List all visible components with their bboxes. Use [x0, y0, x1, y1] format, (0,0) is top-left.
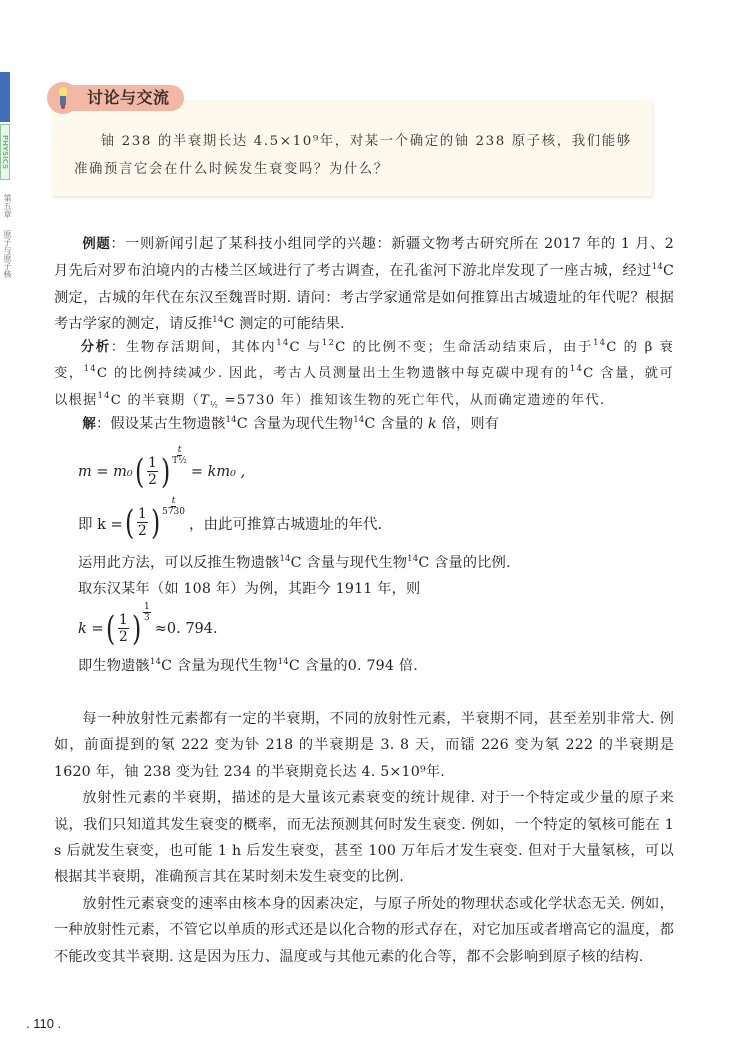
subject-label: PHYSICS — [0, 124, 10, 180]
paragraph-statistical-law: 放射性元素的半衰期，描述的是大量该元素衰变的统计规律. 对于一个特定或少量的原子来说，我们只知道其发生衰变的概率，而无法预测其何时发生衰变. 例如，一个特定的氡核可能在 1 s 后就发生衰变，也可能 1 h 后发生衰变，甚至 100 万年后才发生衰变. 但对于大量氡核，可以根据其半衰期，准确预言其在某时刻未发生衰变的比例. — [54, 790, 674, 886]
subject-tab — [0, 72, 10, 180]
page-number: . 110 . — [26, 1016, 62, 1031]
paragraph-half-life-range: 每一种放射性元素都有一定的半衰期，不同的放射性元素，半衰期不同，甚至差别非常大. 例如，前面提到的氡 222 变为钋 218 的半衰期是 3. 8 天，而镭 226 变为氡 222 的半衰期是 1620 年，铀 238 变为钍 234 的半衰期竟长达 4. 5×10⁹年. — [54, 711, 674, 780]
k-value-formula: k = ( $\frac{1}{2}$ ) $\frac{1}{3}$ ≈0. 794. — [78, 602, 218, 649]
decay-formula: m = m₀ ( $\frac{1}{2}$ ) $\frac{t}{\text{T½}}$ = km₀ , — [78, 445, 246, 492]
subject-tab-color-bar — [0, 72, 10, 122]
ratio-line: 运用此方法，可以反推生物遗骸$^{14}$C 含量与现代生物$^{14}$C 含量的比例. — [78, 554, 511, 571]
chapter-number: 第五章 — [3, 194, 12, 218]
discussion-title: 讨论与交流 — [67, 85, 184, 111]
k-formula: 即 k = ( $\frac{1}{2}$ ) t 5730 ，由此可推算古城遗址的年代. — [78, 496, 383, 543]
solution-paragraph: 解：假设某古生物遗骸$^{14}$C 含量为现代生物$^{14}$C 含量的 k 倍，则有 — [82, 415, 500, 432]
example-label: 例题 — [82, 237, 111, 252]
example-section — [54, 231, 674, 338]
body-text — [54, 706, 674, 970]
analysis-label: 分析 — [80, 340, 111, 355]
result-line: 即生物遗骸$^{14}$C 含量为现代生物$^{14}$C 含量的0. 794 倍. — [78, 657, 418, 674]
paragraph-decay-rate: 放射性元素衰变的速率由核本身的因素决定，与原子所处的物理状态或化学状态无关. 例如，一种放射性元素，不管它以单质的形式还是以化合物的形式存在，对它加压或者增高它的温度，都不能改变其半衰期. 这是因为压力、温度或与其他元素的化合等，都不会影响到原子核的结构. — [54, 895, 674, 965]
chapter-title: 原子与原子核 — [3, 230, 12, 278]
solution-intro — [54, 411, 674, 438]
example-year-line: 取东汉某年（如 108 年）为例，其距今 1911 年，则 — [78, 581, 421, 598]
analysis-paragraph: 分析：生物存活期间，其体内$^{14}$C 与$^{12}$C 的比例不变；生命活动结束后，由于$^{14}$C 的 β 衰变，$^{14}$C 的比例持续减少. 因此，考古人员测量出土生物遗骸中每克碳中现有的$^{14}$C 含量，就可以根据$^{14}$C 的半衰期（$T_{\frac{1}{2}} =5730$ 年）推知该生物的死亡年代，从而确定遗迹的年代. — [54, 338, 674, 410]
analysis-section — [54, 335, 674, 419]
discussion-header — [47, 78, 184, 118]
lightbulb-icon-badge — [47, 82, 79, 114]
solution-lines — [78, 550, 678, 603]
discussion-question — [74, 128, 644, 184]
lightbulb-icon — [59, 87, 67, 109]
solution-label: 解 — [82, 417, 96, 432]
example-paragraph: 例题：一则新闻引起了某科技小组同学的兴趣：新疆文物考古研究所在 2017 年的 1 月、2 月先后对罗布泊境内的古楼兰区域进行了考古调查，在孔雀河下游北岸发现了一座古城，经过$^{14}$C 测定，古城的年代在东汉至魏晋时期. 请问：考古学家通常是如何推算出古城遗址的年代呢？根据考古学家的测定，请反推$^{14}$C 测定的可能结果. — [54, 236, 674, 333]
discussion-text: 铀 238 的半衰期长达 4.5×10⁹年，对某一个确定的铀 238 原子核，我们能够准确预言它会在什么时候发生衰变吗？为什么？ — [74, 134, 632, 177]
